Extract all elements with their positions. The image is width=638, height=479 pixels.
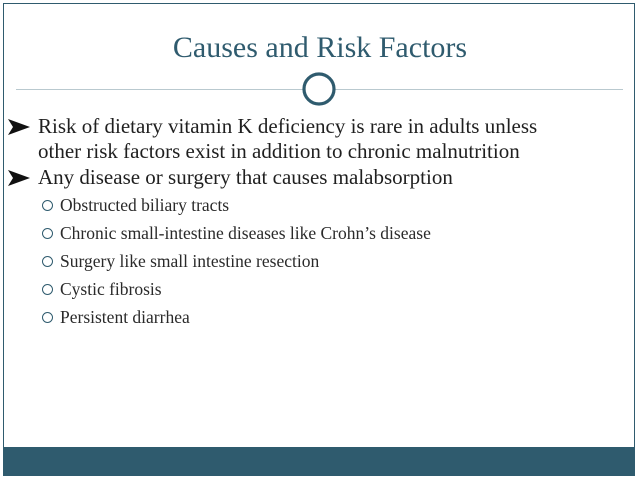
filled-arrowhead-icon (6, 118, 32, 136)
footer-band (4, 447, 635, 476)
slide-title: Causes and Risk Factors (172, 31, 468, 64)
bullet-item (4, 114, 635, 164)
hollow-circle-bullet-icon (42, 312, 53, 323)
sub-bullet-item (4, 275, 635, 303)
hollow-circle-bullet-icon (42, 228, 53, 239)
hollow-circle-bullet-icon (42, 284, 53, 295)
bullet-text-line: Risk of dietary vitamin K deficiency is rare in adults unless (38, 114, 538, 138)
bullet-item (4, 165, 635, 190)
sub-bullet-item (4, 191, 635, 219)
sub-bullet-text: Cystic fibrosis (60, 279, 162, 299)
bullet-list (4, 114, 635, 331)
slide (3, 3, 635, 476)
sub-bullet-text: Obstructed biliary tracts (60, 195, 230, 215)
ring-ornament-icon (301, 71, 337, 107)
sub-bullet-item (4, 247, 635, 275)
sub-bullet-item (4, 303, 635, 331)
sub-bullet-text: Persistent diarrhea (60, 307, 190, 327)
hollow-circle-bullet-icon (42, 200, 53, 211)
bullet-text-line: Any disease or surgery that causes malabsorption (38, 165, 453, 189)
sub-bullet-item (4, 219, 635, 247)
sub-bullet-text: Chronic small-intestine diseases like Crohn’s disease (60, 223, 431, 243)
sub-bullet-text: Surgery like small intestine resection (60, 251, 320, 271)
bullet-text-line: other risk factors exist in addition to chronic malnutrition (38, 139, 520, 163)
hollow-circle-bullet-icon (42, 256, 53, 267)
filled-arrowhead-icon (6, 169, 32, 187)
